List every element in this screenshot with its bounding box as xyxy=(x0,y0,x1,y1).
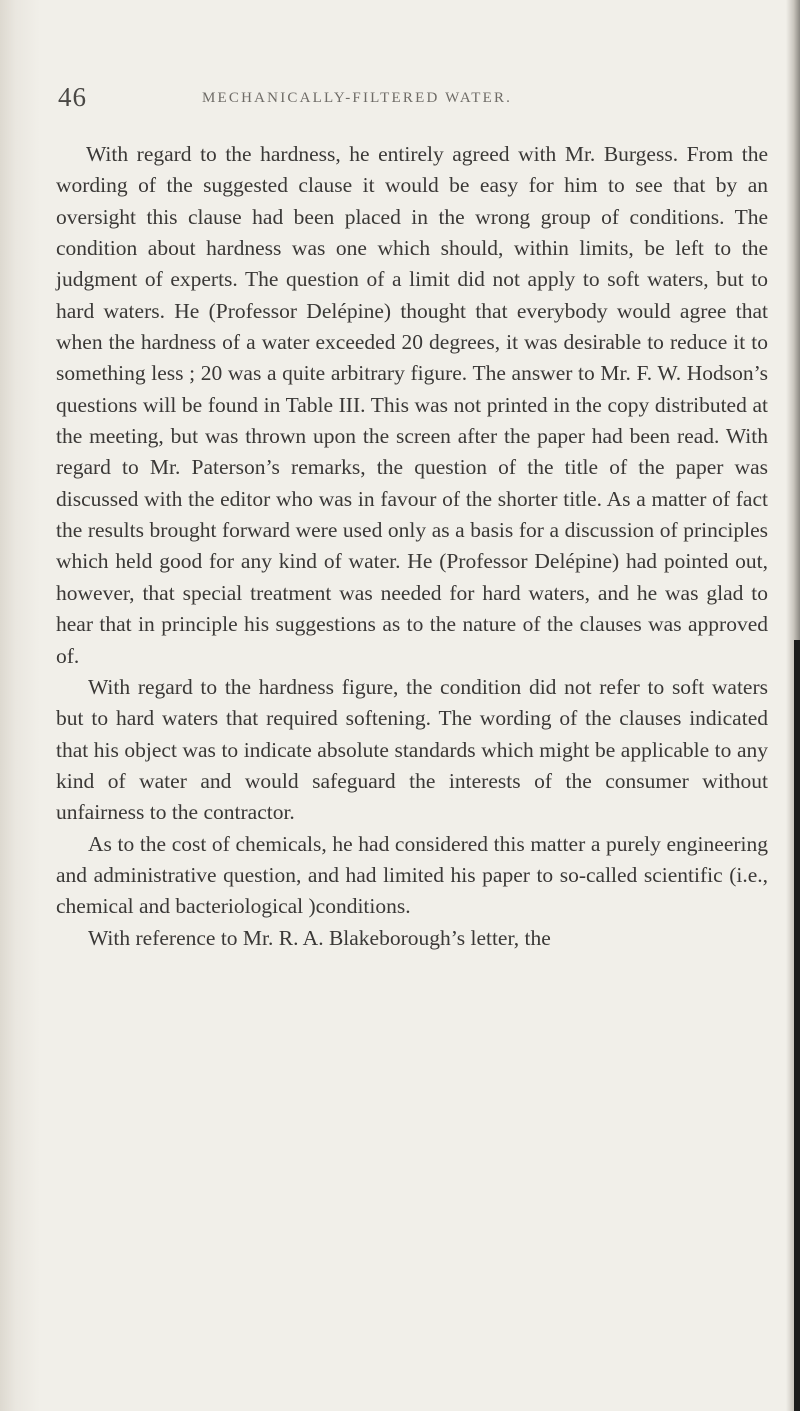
running-head: MECHANICALLY-FILTERED WATER. xyxy=(202,90,513,106)
paragraph: As to the cost of chemicals, he had considered this matter a purely engineering and administrative question, and had limited his paper to so-called scientific (i.e., chemical and bacteriological )conditions. xyxy=(56,831,768,919)
page-edge-dark xyxy=(794,640,800,1411)
page-header xyxy=(0,82,800,122)
page-number: 46 xyxy=(58,82,87,112)
paragraph: With regard to the hardness figure, the condition did not refer to soft waters but to hard waters that required softening. The wording of the clauses indicated that his object was to indicate absolute standards which might be applicable to any kind of water and would safeguard the interests of the consumer without unfairness to the contractor. xyxy=(56,674,768,825)
page-left-shadow xyxy=(0,0,40,1411)
paragraph: With reference to Mr. R. A. Blakeborough’s letter, the xyxy=(88,925,551,950)
paragraph: With regard to the hardness, he entirely agreed with Mr. Burgess. From the wording of the suggested clause it would be easy for him to see that by an oversight this clause had been placed in the wrong group of conditions. The condition about hardness was one which should, within limits, be left to the judgment of experts. The question of a limit did not apply to soft waters, but to hard waters. He (Professor Delépine) thought that everybody would agree that when the hardness of a water exceeded 20 degrees, it was desirable to reduce it to something less ; 20 was a quite arbitrary figure. The answer to Mr. F. W. Hodson’s questions will be found in Table III. This was not printed in the copy distributed at the meeting, but was thrown upon the screen after the paper had been read. With regard to Mr. Paterson’s remarks, the question of the title of the paper was discussed with the editor who was in favour of the shorter title. As a matter of fact the results brought forward were used only as a basis for a discussion of principles which held good for any kind of water. He (Professor Delépine) had pointed out, however, that special treatment was needed for hard waters, and he was glad to hear that in principle his suggestions as to the nature of the clauses was approved of. xyxy=(56,142,768,668)
body-text xyxy=(56,139,768,954)
